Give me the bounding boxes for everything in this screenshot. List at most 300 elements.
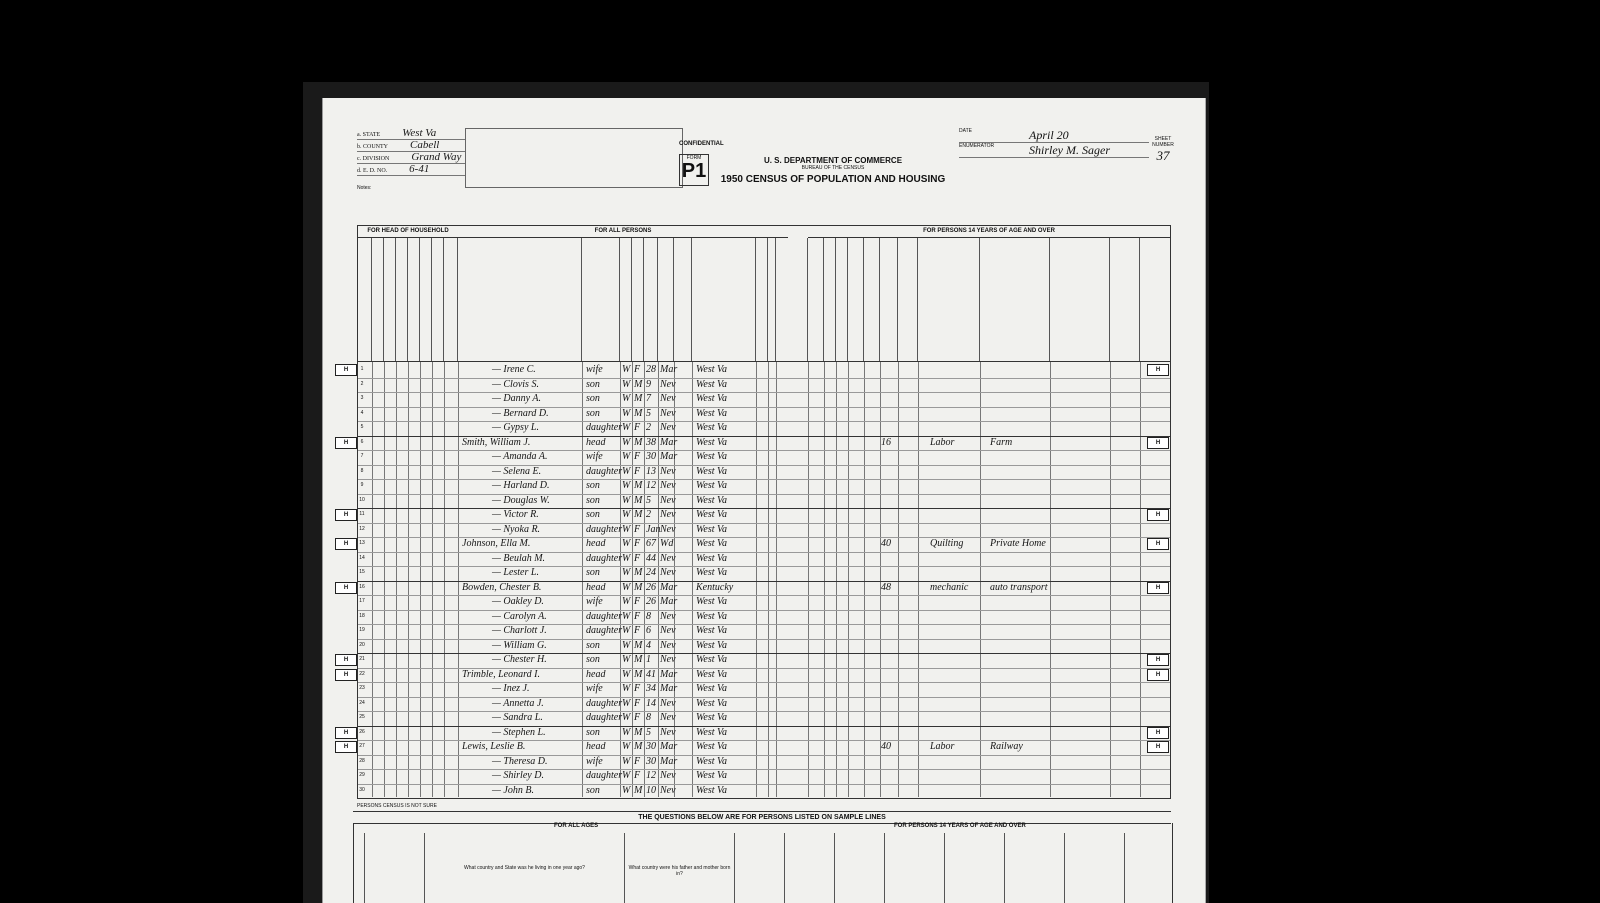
sex: F [634,538,641,549]
birthplace: West Va [696,726,728,738]
marital-status: Nev [660,654,676,665]
household-marker-right: H [1147,364,1169,376]
industry: Private Home [990,538,1046,549]
line-number: 18 [359,612,365,619]
sex: M [634,378,643,390]
persons-label: PERSONS CENSUS IS NOT SURE [357,803,437,809]
sex: F [634,465,641,477]
line-number: 24 [359,699,365,706]
row-divider [358,639,1170,640]
column-header-divider [979,238,980,361]
line-number: 23 [359,685,365,691]
column-header-divider [673,238,674,361]
column-divider [658,361,659,797]
sex: F [634,755,641,767]
sex: M [634,494,643,506]
relationship: head [586,668,606,680]
relationship: son [586,509,600,520]
column-header-divider [407,238,408,361]
occupation: Labor [930,436,955,448]
column-divider [444,361,445,797]
person-name: — Inez J. [492,683,530,694]
sex: M [634,726,643,738]
birthplace: West Va [696,639,728,651]
row-divider [358,653,1170,654]
race: W [622,407,631,419]
marital-status: Nev [660,494,676,506]
column-header-divider [419,238,420,361]
age: 30 [646,451,656,462]
age: 10 [646,784,656,796]
age: 2 [646,509,651,520]
race: W [622,625,631,636]
sex: F [634,552,641,564]
marital-status: Mar [660,451,678,462]
birthplace: West Va [696,538,728,549]
column-divider [582,361,583,797]
marital-status: Mar [660,596,678,607]
sex: F [634,596,641,607]
marital-status: Nev [660,393,676,404]
date-value: April 20 [1029,128,1069,142]
birthplace: West Va [696,494,728,506]
sex: M [634,509,643,520]
relationship: daughter [586,625,623,636]
birthplace: West Va [696,770,728,781]
birthplace-col [424,833,624,903]
column-header-divider [643,238,644,361]
birthplace: West Va [696,451,728,462]
person-name: — Victor R. [492,509,539,520]
parents-question: What country were his father and mother born in? [628,865,731,877]
section-age14: FOR PERSONS 14 YEARS OF AGE AND OVER [808,226,1170,238]
birthplace: West Va [696,407,728,419]
relationship: daughter [586,465,623,477]
race: W [622,697,631,709]
birthplace: West Va [696,523,728,535]
birthplace: West Va [696,755,728,767]
state-label: a. STATE [357,132,381,138]
marital-status: Mar [660,364,678,375]
household-marker: H [335,582,357,594]
date-label: DATE [959,128,972,134]
bureau: BUREAU OF THE CENSUS [801,165,865,171]
person-name: Trimble, Leonard I. [462,668,540,680]
column-header-divider [823,238,824,361]
person-name: — Amanda A. [492,451,548,462]
row-divider [358,711,1170,712]
person-name: — Gypsy L. [492,422,539,433]
enumerator-label: ENUMERATOR [959,143,995,149]
line-number: 1 [360,366,364,372]
line-number: 10 [359,496,365,503]
marital-status: Nev [660,407,676,419]
household-marker: H [335,364,357,376]
industry: auto transport [990,581,1048,593]
person-name: — John B. [492,784,534,796]
race: W [622,596,631,607]
marital-status: Wd [660,538,674,549]
relationship: son [586,407,600,419]
person-name: — Carolyn A. [492,610,547,622]
row-divider [358,552,1170,553]
column-header-divider [1109,238,1110,361]
column-divider [372,361,373,797]
column-header-divider [443,238,444,361]
column-divider [756,361,757,797]
race: W [622,436,631,448]
column-header-divider [1139,238,1140,361]
column-header-divider [879,238,880,361]
sample-grid [353,823,1173,903]
sex: M [634,567,643,578]
county-label: b. COUNTY [357,144,388,150]
parents-col [624,833,734,903]
form-title-block [713,156,953,185]
sample-title: THE QUESTIONS BELOW ARE FOR PERSONS LISTED ON SAMPLE LINES [353,811,1171,824]
race: W [622,567,631,578]
race: W [622,726,631,738]
race: W [622,784,631,796]
birthplace: West Va [696,480,728,491]
form-title: 1950 CENSUS OF POPULATION AND HOUSING [720,174,946,185]
enumeration-block [959,128,1149,158]
sample-col [364,833,424,903]
race: W [622,378,631,390]
sex: M [634,741,643,752]
column-divider [848,361,849,797]
section-all-persons: FOR ALL PERSONS [458,226,788,238]
relationship: daughter [586,770,623,781]
column-divider [980,361,981,797]
marital-status: Nev [660,770,676,781]
sex: F [634,683,641,694]
hours-worked: 16 [881,436,891,448]
sample-col [1064,833,1124,903]
race: W [622,755,631,767]
column-header-divider [775,238,776,361]
race: W [622,494,631,506]
sheet-number-value: 37 [1156,148,1170,163]
row-divider [358,508,1170,509]
race: W [622,422,631,433]
sex: F [634,712,641,723]
row-divider [358,407,1170,408]
race: W [622,770,631,781]
person-name: — Chester H. [492,654,547,665]
row-divider [358,392,1170,393]
relationship: son [586,639,600,651]
relationship: son [586,494,600,506]
birthplace: West Va [696,509,728,520]
column-header-divider [917,238,918,361]
age: 4 [646,639,651,651]
race: W [622,552,631,564]
race: W [622,712,631,723]
column-divider [918,361,919,797]
race: W [622,538,631,549]
relationship: daughter [586,523,623,535]
notes-label: Notes: [357,185,372,191]
age: 28 [646,364,656,375]
row-divider [358,450,1170,451]
person-name: — Lester L. [492,567,539,578]
person-name: — Oakley D. [492,596,544,607]
relationship: son [586,480,600,491]
relationship: daughter [586,610,623,622]
relationship: head [586,581,606,593]
person-name: — William G. [492,639,547,651]
household-marker: H [335,669,357,681]
line-number: 27 [359,743,365,749]
address-box [465,128,683,188]
race: W [622,393,631,404]
birthplace: West Va [696,378,728,390]
column-divider [692,361,693,797]
age: 26 [646,581,656,593]
occupation: Quilting [930,538,964,549]
relationship: wife [586,683,603,694]
birthplace: West Va [696,610,728,622]
birthplace: West Va [696,436,728,448]
column-header-divider [1049,238,1050,361]
column-divider [776,361,777,797]
column-divider [864,361,865,797]
column-header-divider [631,238,632,361]
sample-col [884,833,944,903]
industry: Farm [990,436,1013,448]
marital-status: Nev [660,552,676,564]
relationship: wife [586,364,603,375]
hours-worked: 40 [881,741,891,752]
race: W [622,480,631,491]
sex: M [634,668,643,680]
column-divider [836,361,837,797]
sex: F [634,697,641,709]
line-number: 12 [359,525,365,532]
relationship: head [586,436,606,448]
line-number: 29 [359,772,365,778]
row-divider [358,682,1170,683]
line-number: 9 [360,482,364,488]
age: 67 [646,538,656,549]
sex: F [634,625,641,636]
household-marker-right: H [1147,582,1169,594]
household-marker: H [335,727,357,739]
age: 6 [646,625,651,636]
birthplace: West Va [696,364,728,375]
birthplace: West Va [696,552,728,564]
household-marker-right: H [1147,727,1169,739]
column-header-divider [431,238,432,361]
line-number: 19 [359,627,365,633]
sex: M [634,407,643,419]
age: 12 [646,770,656,781]
ed-label: d. E. D. NO. [357,168,388,174]
person-name: Smith, William J. [462,436,531,448]
sex: F [634,422,641,433]
form-label: FORM [686,155,702,161]
column-divider [880,361,881,797]
birthplace: West Va [696,393,728,404]
row-divider [358,798,1170,799]
column-divider [1050,361,1051,797]
column-header-divider [657,238,658,361]
sex: M [634,654,643,665]
occupation: mechanic [930,581,969,593]
age: 26 [646,596,656,607]
row-divider [358,595,1170,596]
column-divider [898,361,899,797]
relationship: daughter [586,697,623,709]
person-name: — Theresa D. [492,755,548,767]
age: 13 [646,465,656,477]
section-household: FOR HEAD OF HOUSEHOLD [358,226,458,238]
column-header-divider [383,238,384,361]
column-header-divider [847,238,848,361]
confidential-label: CONFIDENTIAL [679,141,724,147]
age: 5 [646,726,651,738]
line-number: 26 [359,728,365,735]
race: W [622,654,631,665]
column-divider [432,361,433,797]
column-divider [384,361,385,797]
column-divider [1140,361,1141,797]
row-divider [358,784,1170,785]
form-number-box [679,154,709,186]
sex: F [634,523,641,535]
relationship: son [586,654,600,665]
sex: M [634,639,643,651]
hours-worked: 40 [881,538,891,549]
sex: M [634,393,643,404]
relationship: daughter [586,712,623,723]
marital-status: Nev [660,378,676,390]
ed-value: 6-41 [409,163,430,175]
line-number: 15 [359,569,365,575]
age: 7 [646,393,651,404]
person-name: — Annetta J. [492,697,544,709]
line-number: 17 [359,598,365,604]
race: W [622,683,631,694]
line-number: 3 [360,395,364,401]
row-divider [358,494,1170,495]
column-divider [396,361,397,797]
column-header-divider [835,238,836,361]
column-divider [420,361,421,797]
relationship: wife [586,451,603,462]
race: W [622,668,631,680]
marital-status: Nev [660,639,676,651]
marital-status: Mar [660,668,678,680]
industry: Railway [990,741,1023,752]
marital-status: Nev [660,784,676,796]
column-divider [632,361,633,797]
marital-status: Nev [660,625,676,636]
birthplace: West Va [696,596,728,607]
age: 5 [646,407,651,419]
household-marker: H [335,538,357,550]
line-number: 11 [359,511,365,517]
age: 8 [646,712,651,723]
relationship: son [586,567,600,578]
division-label: c. DIVISION [357,156,390,162]
line-number: 30 [359,786,365,793]
sex: F [634,770,641,781]
relationship: son [586,726,600,738]
census-grid [357,225,1171,799]
person-name: Johnson, Ella M. [462,538,531,549]
age: Jan [646,523,661,535]
row-divider [358,624,1170,625]
person-name: — Douglas W. [492,494,550,506]
relationship: daughter [586,422,623,433]
age: 9 [646,378,651,390]
race: W [622,451,631,462]
person-name: — Charlott J. [492,625,547,636]
column-header-divider [371,238,372,361]
race: W [622,639,631,651]
marital-status: Nev [660,480,676,491]
age: 2 [646,422,651,433]
person-name: — Harland D. [492,480,550,491]
column-header-divider [691,238,692,361]
household-marker-right: H [1147,509,1169,521]
person-name: — Irene C. [492,364,536,375]
line-number: 25 [359,714,365,720]
age: 5 [646,494,651,506]
row-divider [358,566,1170,567]
relationship: wife [586,755,603,767]
hours-worked: 48 [881,581,891,593]
marital-status: Mar [660,436,678,448]
line-number: 16 [359,583,365,590]
household-marker-right: H [1147,741,1169,753]
state-value: West Va [402,127,437,139]
race: W [622,465,631,477]
line-number: 8 [360,467,364,474]
sex: F [634,364,641,375]
census-sheet [322,98,1206,903]
person-name: — Nyoka R. [492,523,541,535]
sample-col [1124,833,1172,903]
line-number: 4 [360,409,364,416]
column-divider [644,361,645,797]
column-header-divider [457,238,458,361]
age: 1 [646,654,651,665]
person-name: — Stephen L. [492,726,546,738]
division-value: Grand Way [411,151,462,163]
date-row [959,128,1149,143]
person-name: — Beulah M. [492,552,546,564]
column-header-divider [755,238,756,361]
household-marker-right: H [1147,538,1169,550]
row-divider [358,378,1170,379]
relationship: son [586,378,600,390]
sample-col [734,833,784,903]
column-divider [768,361,769,797]
sex: M [634,581,643,593]
marital-status: Nev [660,422,676,433]
person-name: — Sandra L. [492,712,543,723]
sample-col [784,833,834,903]
birthplace: West Va [696,567,728,578]
row-divider [358,479,1170,480]
column-header-divider [395,238,396,361]
column-header-divider [581,238,582,361]
line-number: 21 [359,656,365,662]
row-divider [358,769,1170,770]
